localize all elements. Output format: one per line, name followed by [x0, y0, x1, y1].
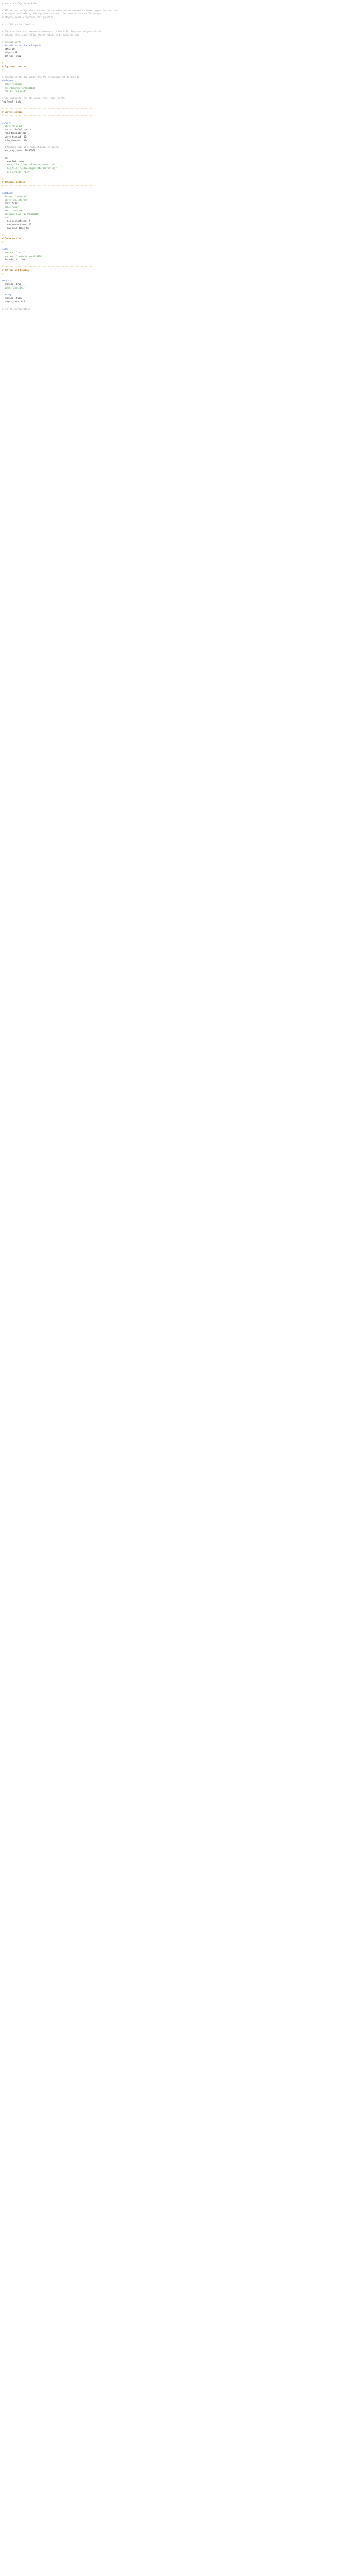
code-line: # schema; they simply allow shared values to be declared once.	[2, 33, 81, 37]
code-line: host: "db.internal"	[2, 198, 29, 201]
code-line: # These anchors are referenced elsewhere in the file. They are not part of the	[2, 30, 102, 33]
code-line: # Server section	[2, 111, 23, 114]
code-line: # -----------------------------------------------------------------------	[2, 233, 95, 236]
code-line: min_connections: 2	[2, 219, 30, 223]
code-line: default_ttl: 10m	[2, 258, 25, 261]
code-line	[2, 290, 362, 294]
code-line	[2, 37, 362, 41]
code-line: max_body_bytes: 10485760	[2, 149, 36, 152]
code-line: path: "/metrics"	[2, 286, 25, 289]
code-line: x-default-ports: &default-ports	[2, 44, 42, 47]
code-line: region: "eu-west"	[2, 90, 26, 93]
code-line	[2, 244, 362, 248]
code-line: # -----------------------------------------------------------------------	[2, 265, 95, 268]
code-line: # Top-level section	[2, 65, 26, 68]
code-line: # -- YAML anchors begin --	[2, 23, 36, 26]
code-line: backend: "redis"	[2, 251, 25, 254]
code-line: name: "app"	[2, 206, 19, 209]
code-line: write_timeout: 30s	[2, 135, 28, 138]
code-line: idle_timeout: 120s	[2, 139, 28, 142]
code-line: environment: "production"	[2, 86, 37, 89]
code-line: name: "example"	[2, 82, 24, 86]
code-line	[2, 188, 362, 192]
code-line: max_connections: 20	[2, 223, 31, 226]
code-line	[2, 118, 362, 122]
code-line: # Log verbosity. One of: debug, info, warn, error.	[2, 96, 66, 99]
code-line	[2, 174, 362, 178]
code-line: # -----------------------------------------------------------------------	[2, 107, 95, 110]
code-line: host: "0.0.0.0"	[2, 125, 24, 128]
code-line: cache:	[2, 247, 10, 250]
code-line: # Default ports	[2, 40, 21, 43]
code-line: deployment:	[2, 79, 16, 82]
code-line: # End of configuration	[2, 307, 30, 310]
code-line: # -----------------------------------------------------------------------	[2, 61, 95, 64]
code-line	[2, 276, 362, 279]
code-listing	[2, 2, 362, 2576]
code-line: log_level: info	[2, 100, 21, 103]
code-line: sample_rate: 0.1	[2, 300, 25, 303]
code-line	[2, 27, 362, 30]
code-line	[2, 143, 362, 146]
code-line: https: 443	[2, 51, 18, 54]
code-line: # -----------------------------------------------------------------------	[2, 177, 95, 180]
code-line: database:	[2, 191, 14, 194]
code-line: # Database section	[2, 181, 25, 184]
code-line	[2, 104, 362, 108]
code-line: min_version: "1.2"	[2, 171, 30, 173]
code-line: # We begin by examining the top-level options, then move on to specific groups.	[2, 12, 103, 15]
code-line	[2, 58, 362, 62]
code-line: key_file: "/etc/ssl/private/server.key"	[2, 167, 57, 170]
code-line	[2, 230, 362, 234]
code-line: # Maximum size of a request body, in bytes.	[2, 146, 59, 149]
code-line: read_timeout: 30s	[2, 132, 26, 135]
code-line	[2, 153, 362, 157]
code-line	[2, 304, 362, 308]
code-line: driver: "postgres"	[2, 195, 28, 198]
code-line	[2, 20, 362, 23]
code-line	[2, 93, 362, 97]
code-line: # -----------------------------------------------------------------------	[2, 184, 95, 188]
code-line: cert_file: "/etc/ssl/certs/server.crt"	[2, 163, 56, 166]
code-line	[2, 72, 362, 76]
code-line: enabled: true	[2, 283, 21, 285]
code-line: server:	[2, 121, 11, 124]
code-line: port: 5432	[2, 202, 18, 205]
code-line: tracing:	[2, 293, 12, 296]
code-line: user: "app_user"	[2, 209, 25, 212]
code-line: password_env: "DB_PASSWORD"	[2, 212, 39, 215]
code-line: metrics: 9100	[2, 55, 21, 58]
code-line: # All of the configuration options listed below are documented in their respective sections.	[2, 9, 119, 12]
code-line	[2, 6, 362, 9]
code-line	[2, 262, 362, 265]
code-line: max_idle_time: 5m	[2, 227, 29, 229]
code-line: enabled: true	[2, 160, 24, 163]
code-line: # https://example.org/docs/configuration	[2, 16, 53, 19]
code-line: enabled: false	[2, 297, 23, 300]
code-line: # -----------------------------------------------------------------------	[2, 69, 95, 72]
code-line: metrics:	[2, 279, 12, 282]
code-line: # Cache section	[2, 237, 21, 240]
code-line: # Metrics and tracing	[2, 268, 29, 272]
code-line: http: 80	[2, 47, 15, 50]
code-line: # -----------------------------------------------------------------------	[2, 114, 95, 117]
code-line: # -----------------------------------------------------------------------	[2, 272, 95, 275]
code-line: ports: *default-ports	[2, 128, 31, 131]
code-line: # -----------------------------------------------------------------------	[2, 241, 95, 244]
code-line: # Identifies the deployment and the environment it belongs to.	[2, 76, 81, 79]
code-line: tls:	[2, 156, 10, 159]
code-line: pool:	[2, 216, 11, 219]
code-line: # Mocked Configuration File	[2, 2, 37, 5]
code-line: address: "cache.internal:6379"	[2, 255, 43, 258]
